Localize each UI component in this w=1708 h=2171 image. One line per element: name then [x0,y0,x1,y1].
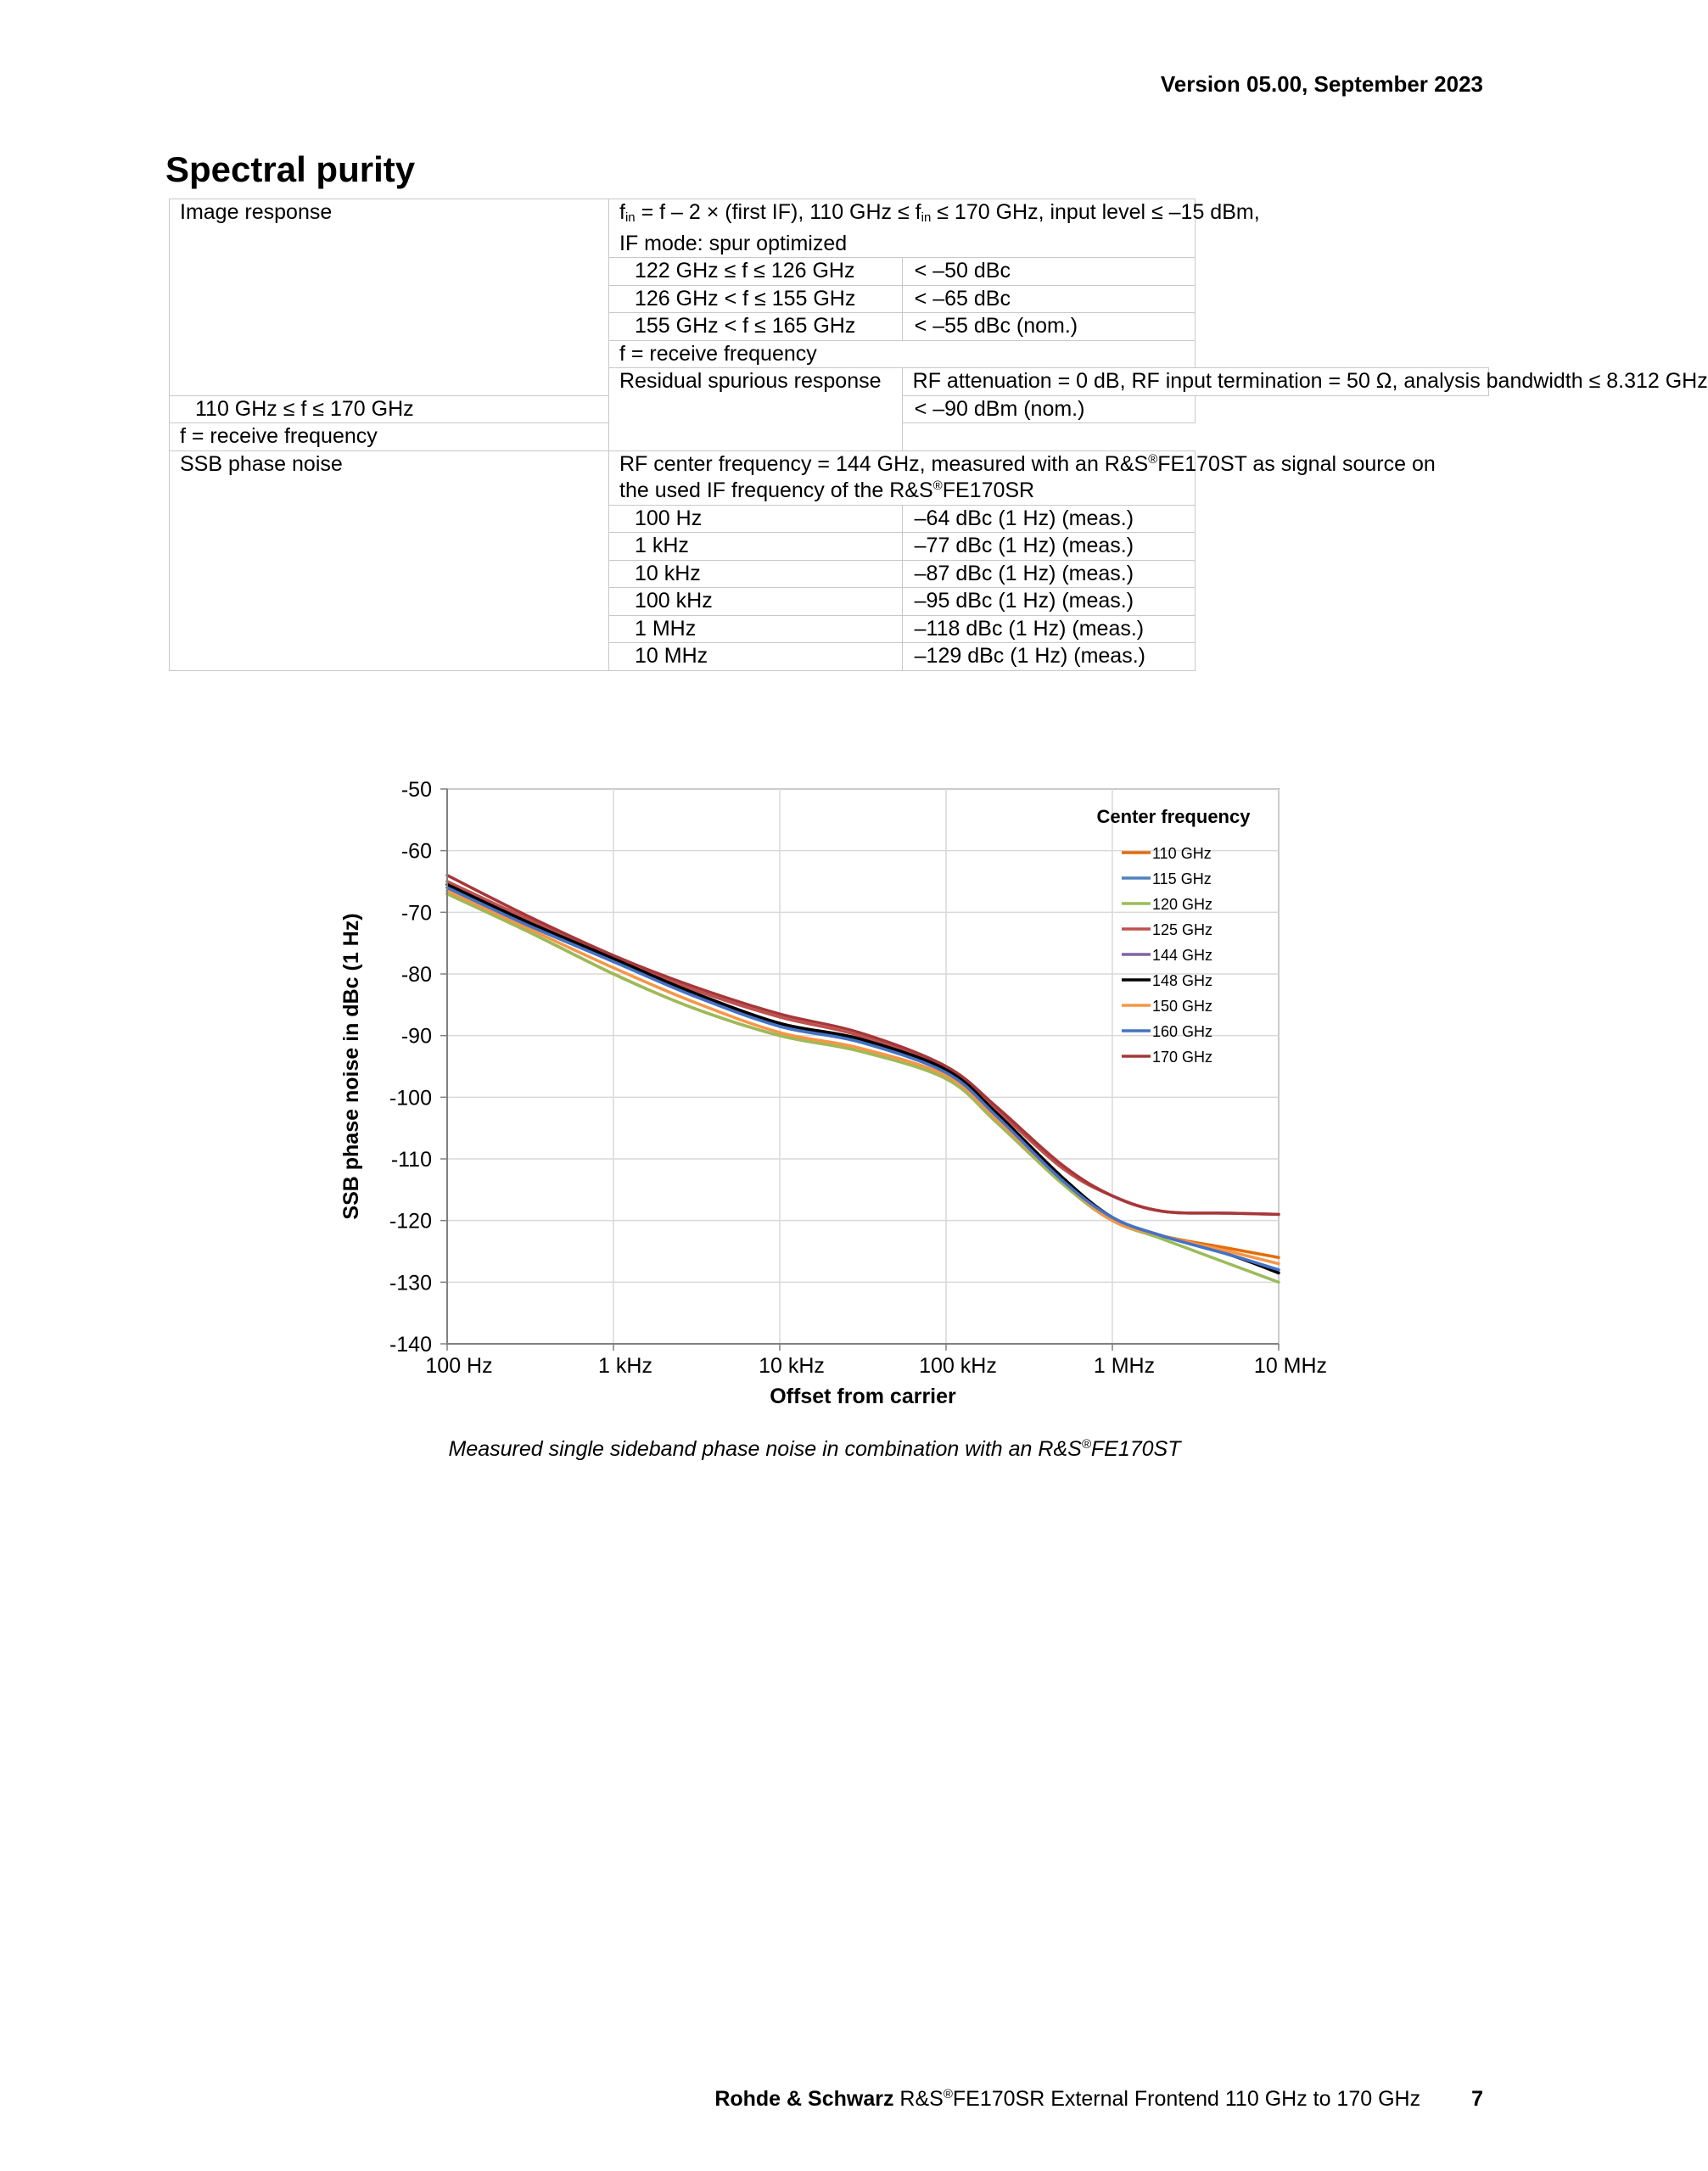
range-cell: 126 GHz < f ≤ 155 GHz [609,285,903,313]
x-tick-label: 10 MHz [1253,1354,1328,1378]
offset-cell: 1 kHz [609,533,903,561]
x-axis-label: Offset from carrier [770,1385,956,1408]
value-cell: –95 dBc (1 Hz) (meas.) [902,588,1196,616]
page-number: 7 [1471,2087,1483,2111]
legend-entry: 125 GHz [1152,921,1213,938]
x-tick-label: 100 Hz [425,1354,493,1378]
table-row [170,450,1489,505]
chart-svg [331,764,1328,1425]
offset-cell: 100 kHz [609,588,903,616]
y-tick-label: -140 [389,1333,432,1357]
series-line-160-ghz [447,887,1279,1270]
value-cell: < –90 dBm (nom.) [902,395,1196,423]
legend-entry: 120 GHz [1152,896,1213,913]
footer-brand: Rohde & Schwarz [714,2087,894,2111]
table-row [170,423,1489,451]
figure-caption: Measured single sideband phase noise in combination with an R&S®FE170ST [448,1437,1181,1461]
y-tick-label: -120 [389,1209,432,1234]
legend-entry: 160 GHz [1152,1023,1213,1040]
table-row [170,199,1489,258]
x-tick-label: 10 kHz [759,1354,825,1378]
y-tick-label: -80 [400,963,432,987]
param-ssb-phase-noise: SSB phase noise [170,450,609,670]
range-cell: 110 GHz ≤ f ≤ 170 GHz [170,395,609,423]
page-footer: Rohde & Schwarz R&S®FE170SR External Frontend 110 GHz to 170 GHz 7 [714,2087,1483,2111]
legend-title: Center frequency [1096,806,1251,827]
phase-noise-chart [331,764,1328,1425]
y-tick-label: -70 [400,901,432,926]
y-tick-label: -130 [389,1271,432,1295]
y-tick-label: -110 [390,1148,432,1172]
section-title: Spectral purity [165,149,416,189]
value-cell: –64 dBc (1 Hz) (meas.) [902,505,1196,533]
residual-condition: RF attenuation = 0 dB, RF input termination = 50 Ω, analysis bandwidth ≤ 8.312 GHz [902,368,1488,396]
y-tick-label: -90 [400,1024,432,1049]
y-tick-label: -60 [400,839,432,864]
value-cell: –129 dBc (1 Hz) (meas.) [902,643,1196,671]
chart-legend [1097,806,1252,1066]
offset-cell: 10 kHz [609,560,903,588]
value-cell: –77 dBc (1 Hz) (meas.) [902,533,1196,561]
value-cell: < –55 dBc (nom.) [902,313,1196,341]
value-cell: –118 dBc (1 Hz) (meas.) [902,615,1196,643]
param-residual-spurious: Residual spurious response [609,368,903,451]
note-cell: f = receive frequency [170,423,903,451]
legend-entry: 150 GHz [1152,998,1213,1015]
chart-axes [389,778,1327,1378]
x-tick-label: 100 kHz [919,1354,997,1378]
footer-product: FE170SR External Frontend 110 GHz to 170 GHz [952,2087,1421,2111]
value-cell: < –65 dBc [902,285,1196,313]
legend-entry: 110 GHz [1152,845,1212,862]
param-image-response: Image response [170,199,609,396]
x-tick-label: 1 MHz [1093,1354,1156,1378]
offset-cell: 1 MHz [609,615,903,643]
legend-entry: 115 GHz [1152,870,1212,887]
offset-cell: 10 MHz [609,643,903,671]
value-cell: < –50 dBc [902,258,1196,286]
y-tick-label: -50 [400,778,432,802]
legend-entry: 148 GHz [1152,972,1213,989]
offset-cell: 100 Hz [609,505,903,533]
image-response-condition: $f_{in} = f - 2$ × (first IF), 110 GHz ≤ $f_{in} \le 170$ GHz, input level ≤ –15 dBm, IF mode: spur optimized [609,199,1196,258]
legend-entry: 144 GHz [1152,947,1213,964]
spectral-purity-table [169,199,1708,671]
y-tick-label: -100 [389,1086,432,1111]
value-cell: –87 dBc (1 Hz) (meas.) [902,560,1196,588]
x-tick-label: 1 kHz [598,1354,652,1378]
note-cell: f = receive frequency [609,340,1196,368]
range-cell: 122 GHz ≤ f ≤ 126 GHz [609,258,903,286]
y-axis-label: SSB phase noise in dBc (1 Hz) [339,913,363,1220]
phase-noise-condition: RF center frequency = 144 GHz, measured with an R&S®FE170ST as signal source on the used IF frequency of the R&S®FE170SR [609,450,1196,505]
range-cell: 155 GHz < f ≤ 165 GHz [609,313,903,341]
version-label: Version 05.00, September 2023 [1160,71,1483,97]
legend-entry: 170 GHz [1152,1049,1213,1066]
